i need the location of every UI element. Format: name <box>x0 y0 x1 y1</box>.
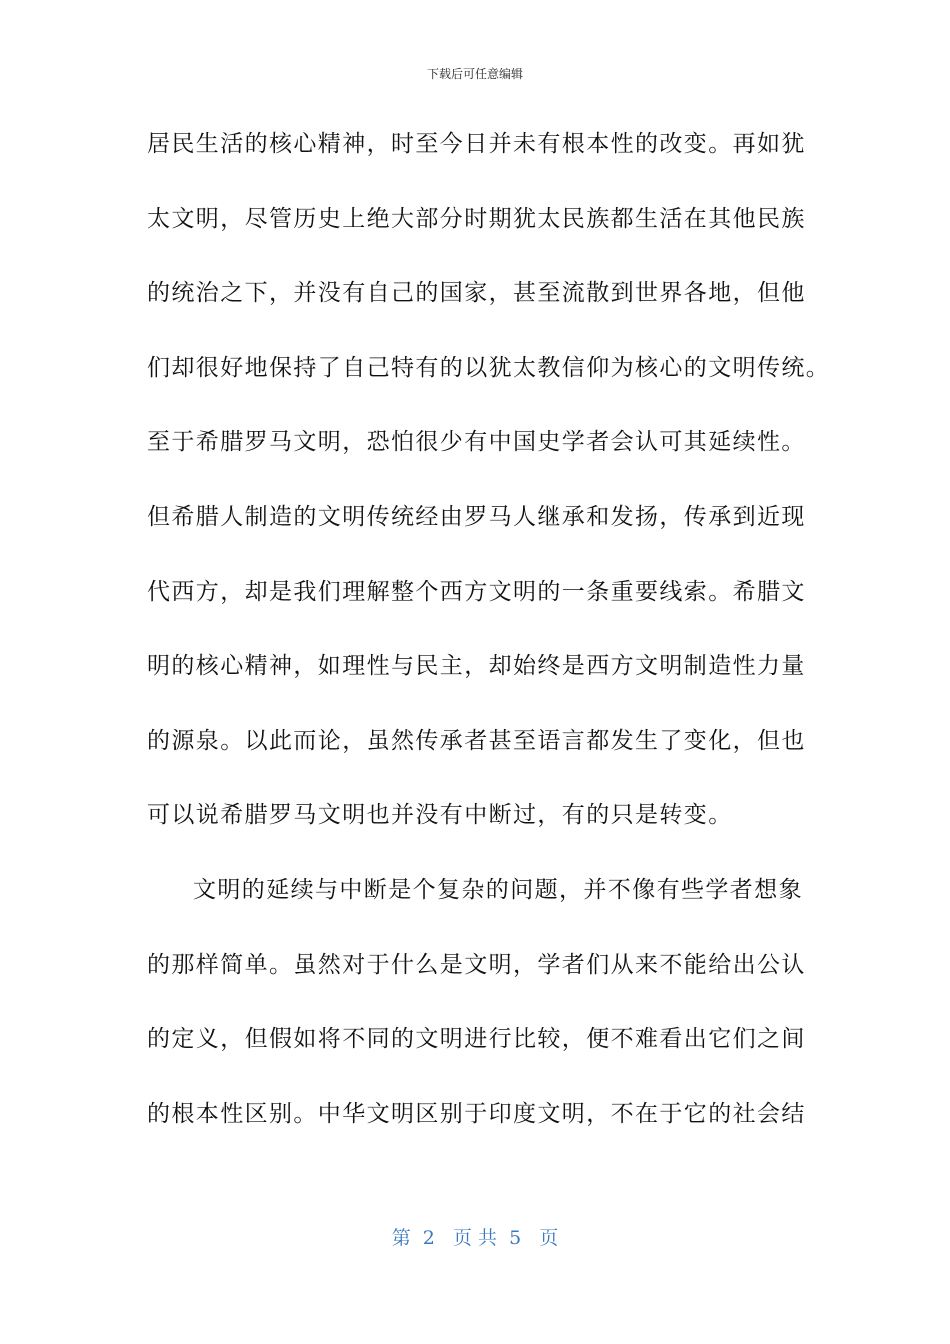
text-line: 的定义，但假如将不同的文明进行比较，便不难看出它们之间 <box>147 1026 806 1053</box>
text-line: 的统治之下，并没有自己的国家，甚至流散到世界各地，但他 <box>147 280 806 307</box>
page-header: 下载后可任意编辑 <box>426 67 523 81</box>
text-line: 的源泉。以此而论，虽然传承者甚至语言都发生了变化，但也 <box>147 727 806 754</box>
text-line: 可以说希腊罗马文明也并没有中断过，有的只是转变。 <box>147 802 733 829</box>
text-line: 明的核心精神，如理性与民主，却始终是西方文明制造性力量 <box>147 653 806 680</box>
text-line: 居民生活的核心精神，时至今日并未有根本性的改变。再如犹 <box>147 131 806 157</box>
page-number-footer: 第 2 页 共 5 页 <box>391 1227 559 1249</box>
text-line: 代西方，却是我们理解整个西方文明的一条重要线索。希腊文 <box>147 578 806 605</box>
text-line: 的那样简单。虽然对于什么是文明，学者们从来不能给出公认 <box>147 951 806 978</box>
text-line: 的根本性区别。中华文明区别于印度文明，不在于它的社会结 <box>147 1100 806 1127</box>
text-line: 但希腊人制造的文明传统经由罗马人继承和发扬，传承到近现 <box>147 503 806 530</box>
text-line: 太文明，尽管历史上绝大部分时期犹太民族都生活在其他民族 <box>147 205 806 232</box>
body-text <box>147 122 831 1166</box>
text-line: 们却很好地保持了自己特有的以犹太教信仰为核心的文明传统。 <box>147 354 831 381</box>
text-line: 至于希腊罗马文明，恐怕很少有中国史学者会认可其延续性。 <box>147 429 806 456</box>
paragraph-first-line: 文明的延续与中断是个复杂的问题，并不像有些学者想象 <box>193 876 803 903</box>
